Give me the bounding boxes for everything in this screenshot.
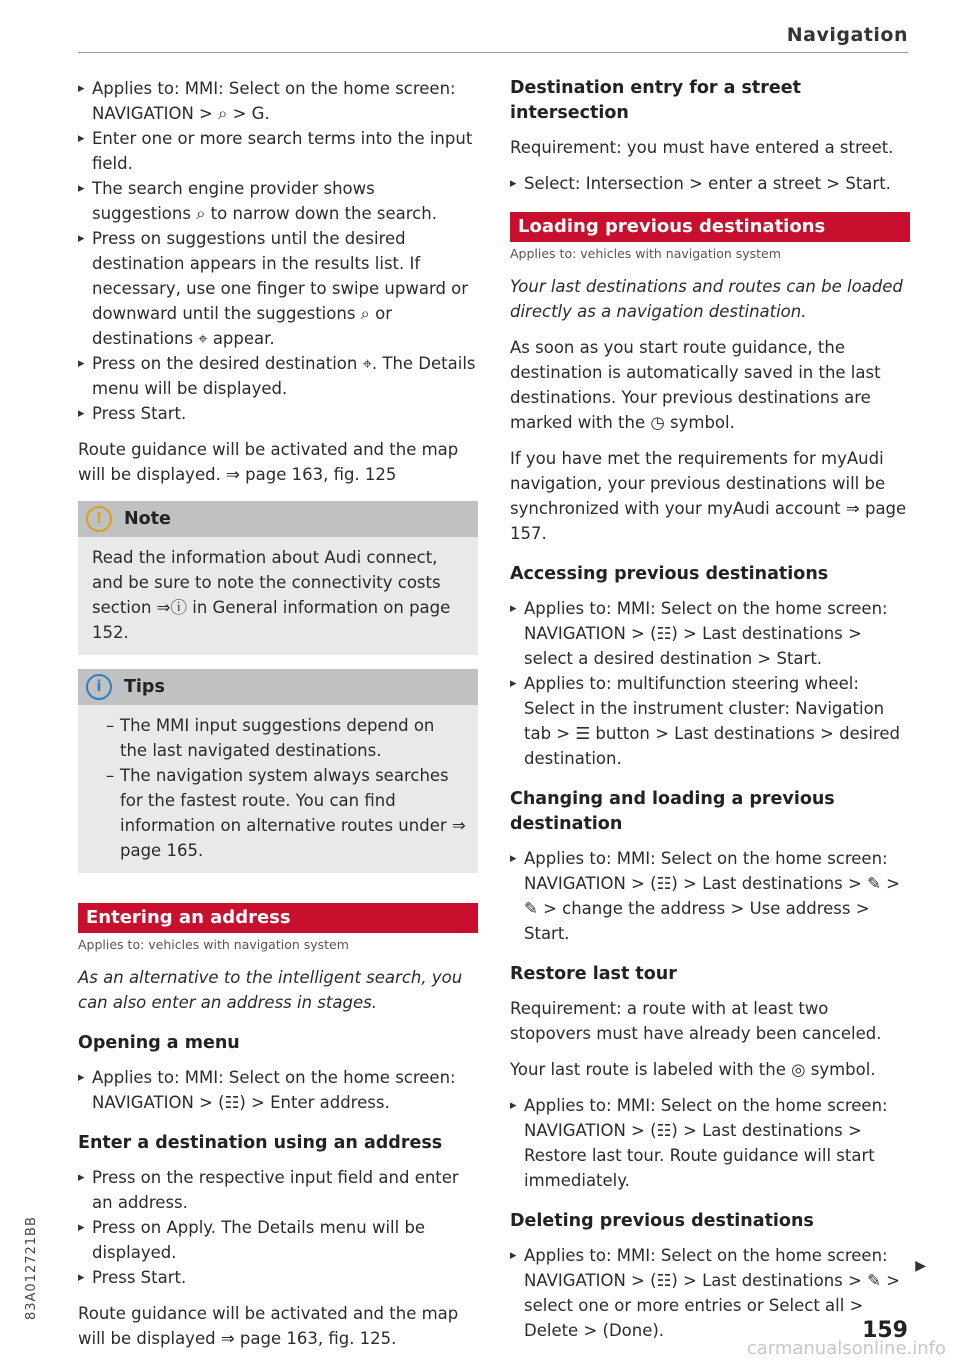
heading-changing: Changing and loading a previous destination xyxy=(510,789,835,834)
list-item: ▸ Applies to: multifunction steering wheel: Select in the instrument cluster: Navigation tab > ☰ button > Last destinations > desired destination. xyxy=(510,671,910,771)
list-item: ▸ Enter one or more search terms into the input field. xyxy=(78,126,478,176)
paragraph: As soon as you start route guidance, the destination is automatically saved in the last destinations. Your previous destinations are marked with the ◷ symbol. xyxy=(510,338,881,432)
section-title-loading-previous: Loading previous destinations xyxy=(510,212,910,242)
heading-deleting: Deleting previous destinations xyxy=(510,1211,814,1231)
list-item: ▸ Applies to: MMI: Select on the home screen: NAVIGATION > (☷) > Last destinations > Restore last tour. Route guidance will start immediately. xyxy=(510,1093,910,1193)
header-divider xyxy=(78,52,908,53)
list-item: ▸ Select: Intersection > enter a street > Start. xyxy=(510,171,910,196)
applies-note: Applies to: vehicles with navigation system xyxy=(78,937,349,952)
note-header xyxy=(78,501,478,537)
search-steps xyxy=(78,76,478,426)
list-item: ▸ Press on the respective input field and enter an address. xyxy=(78,1165,478,1215)
tip-item: – The MMI input suggestions depend on the last navigated destinations. xyxy=(92,713,466,763)
list-item: ▸ Applies to: MMI: Select on the home screen: NAVIGATION > (☷) > Last destinations > ✎ > ✎ > change the address > Use address > Start. xyxy=(510,846,910,946)
list-item: ▸ Applies to: MMI: Select on the home screen: NAVIGATION > (☷) > Last destinations > ✎ > select one or more entries or Select all > Delete > (Done). xyxy=(510,1243,910,1343)
heading-opening-menu: Opening a menu xyxy=(78,1033,240,1053)
list-item: ▸ Press Start. xyxy=(78,1265,478,1290)
tips-title: Tips xyxy=(124,676,165,697)
section-title-entering-address: Entering an address xyxy=(78,903,478,933)
section-lead: As an alternative to the intelligent search, you can also enter an address in stages. xyxy=(78,968,463,1012)
tips-header xyxy=(78,669,478,705)
list-item: ▸ Press on suggestions until the desired destination appears in the results list. If necessary, use one finger to swipe upward or downward until the suggestions ⌕ or destinations ⌖ appear. xyxy=(78,226,478,351)
heading-intersection: Destination entry for a street intersection xyxy=(510,78,801,123)
route-guidance-text: Route guidance will be activated and the map will be displayed ⇒ page 163, fig. 125. xyxy=(78,1304,459,1348)
right-column xyxy=(510,76,910,1343)
tips-box xyxy=(78,669,478,873)
page-number: 159 xyxy=(862,1318,908,1343)
tip-item: – The navigation system always searches for the fastest route. You can find information on alternative routes under ⇒ page 165. xyxy=(92,763,466,863)
left-column xyxy=(78,76,478,1351)
list-item: ▸ Applies to: MMI: Select on the home screen: NAVIGATION > ⌕ > G. xyxy=(78,76,478,126)
list-item: ▸ Applies to: MMI: Select on the home screen: NAVIGATION > (☷) > Enter address. xyxy=(78,1065,478,1115)
applies-note: Applies to: vehicles with navigation system xyxy=(510,246,781,261)
info-icon: i xyxy=(86,674,112,700)
heading-enter-destination: Enter a destination using an address xyxy=(78,1133,443,1153)
route-guidance-text: Route guidance will be activated and the map will be displayed. ⇒ page 163, fig. 125 xyxy=(78,440,459,484)
note-box xyxy=(78,501,478,655)
document-code: 83A012721BB xyxy=(24,1216,39,1320)
paragraph: If you have met the requirements for myAudi navigation, your previous destinations will be synchronized with your myAudi account ⇒ page 157. xyxy=(510,449,907,543)
next-page-arrow-icon: ▶ xyxy=(915,1258,926,1274)
note-icon: ! xyxy=(86,506,112,532)
note-title: Note xyxy=(124,508,171,529)
list-item: ▸ Press on the desired destination ⌖. The Details menu will be displayed. xyxy=(78,351,478,401)
page-header-title: Navigation xyxy=(786,24,908,46)
list-item: ▸ The search engine provider shows suggestions ⌕ to narrow down the search. xyxy=(78,176,478,226)
list-item: ▸ Applies to: MMI: Select on the home screen: NAVIGATION > (☷) > Last destinations > select a desired destination > Start. xyxy=(510,596,910,671)
list-item: ▸ Press Start. xyxy=(78,401,478,426)
heading-accessing: Accessing previous destinations xyxy=(510,564,829,584)
paragraph: Your last route is labeled with the ◎ symbol. xyxy=(510,1060,876,1079)
watermark: carmanualsonline.info xyxy=(746,1338,946,1359)
section-lead: Your last destinations and routes can be loaded directly as a navigation destination. xyxy=(510,277,903,321)
requirement-text: Requirement: you must have entered a street. xyxy=(510,138,894,157)
heading-restore: Restore last tour xyxy=(510,964,677,984)
list-item: ▸ Press on Apply. The Details menu will be displayed. xyxy=(78,1215,478,1265)
tips-body xyxy=(78,705,478,873)
requirement-text: Requirement: a route with at least two stopovers must have already been canceled. xyxy=(510,999,882,1043)
note-body: Read the information about Audi connect, and be sure to note the connectivity costs section ⇒ⓘ in General information on page 152. xyxy=(78,537,478,655)
